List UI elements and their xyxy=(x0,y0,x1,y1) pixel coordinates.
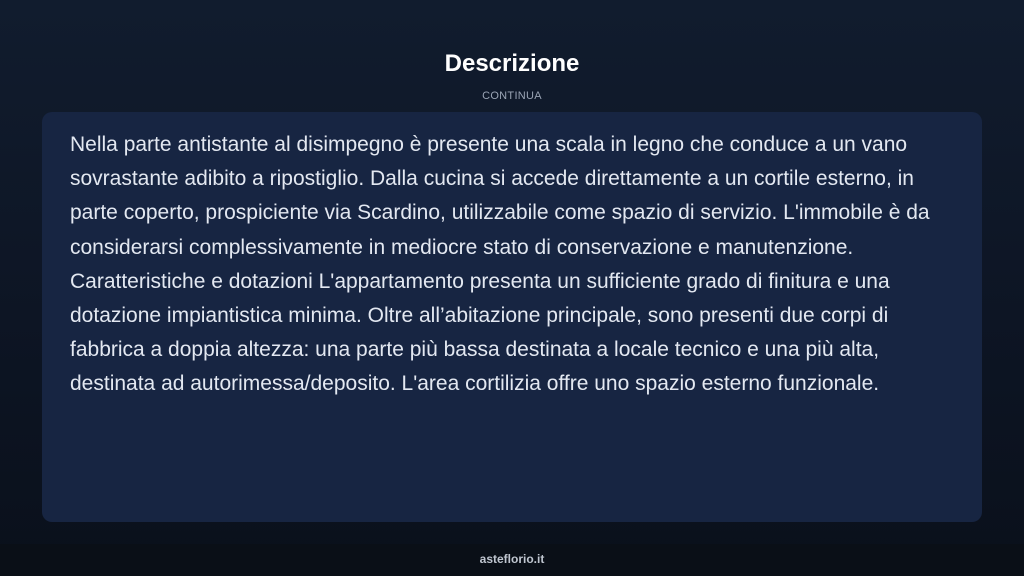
description-text: Nella parte antistante al disimpegno è presente una scala in legno che conduce a un vano sovrastante adibito a ripostiglio. Dalla cucina si accede direttamente a un cortile esterno, in parte coperto, prospiciente via Scardino, utilizzabile come spazio di servizio. L'immobile è da considerarsi complessivamente in mediocre stato di conservazione e manutenzione. Caratteristiche e dotazioni L'appartamento presenta un sufficiente grado di finitura e una dotazione impiantistica minima. Oltre all’abitazione principale, sono presenti due corpi di fabbrica a doppia altezza: una parte più bassa destinata a locale tecnico e una più alta, destinata ad autorimessa/deposito. L'area cortilizia offre uno spazio esterno funzionale. xyxy=(70,133,930,396)
description-card xyxy=(42,112,982,522)
footer-site-link[interactable]: asteflorio.it xyxy=(479,552,545,566)
continue-label: CONTINUA xyxy=(482,90,542,102)
page-title: Descrizione xyxy=(444,50,580,77)
footer-bar xyxy=(0,544,1024,576)
